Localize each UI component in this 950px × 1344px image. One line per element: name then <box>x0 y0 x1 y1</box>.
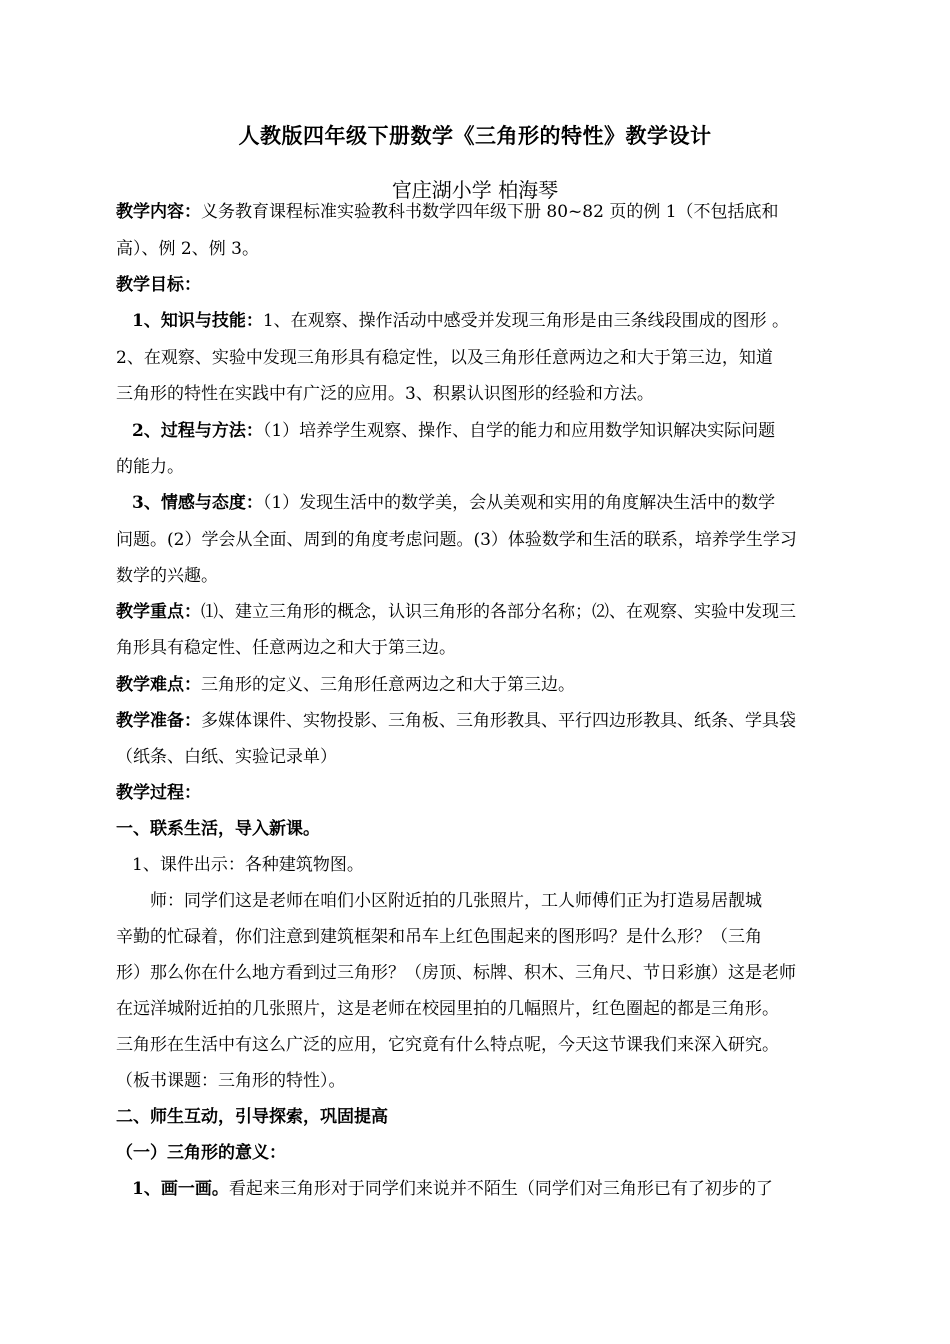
goal-3-text: （1）发现生活中的数学美，会从美观和实用的角度解决生活中的数学 <box>262 493 776 513</box>
goal-1-text: 1、在观察、操作活动中感受并发现三角形是由三条线段围成的图形 。 <box>262 311 790 331</box>
section-1-para-line-6: （板书课题：三角形的特性）。 <box>116 1071 346 1091</box>
document-title: 人教版四年级下册数学《三角形的特性》教学设计 <box>238 123 712 148</box>
content-line-1 <box>116 200 846 224</box>
section-1-para-line-1: 师：同学们这是老师在咱们小区附近拍的几张照片，工人师傅们正为打造易居靓城 <box>150 891 762 911</box>
section-1-heading: 一、联系生活，导入新课。 <box>116 819 320 839</box>
section-1-para-line-3: 形）那么你在什么地方看到过三角形？（房顶、标牌、积木、三角尺、节日彩旗）这是老师 <box>116 963 796 983</box>
key-points-line-2: 角形具有稳定性、任意两边之和大于第三边。 <box>116 638 456 658</box>
section-1-para-line-4: 在远洋城附近拍的几张照片，这是老师在校园里拍的几幅照片，红色圈起的都是三角形。 <box>116 999 779 1019</box>
prep-label: 教学准备： <box>116 711 201 731</box>
difficulty-text: 三角形的定义、三角形任意两边之和大于第三边。 <box>201 675 575 695</box>
difficulty-label: 教学难点： <box>116 675 201 695</box>
goal-3-line-3: 数学的兴趣。 <box>116 566 218 586</box>
goal-2-line-2: 的能力。 <box>116 457 184 477</box>
key-points-text: ⑴、建立三角形的概念，认识三角形的各部分名称；⑵、在观察、实验中发现三 <box>201 602 796 622</box>
section-2-item-label: 1、画一画。 <box>132 1179 229 1199</box>
goal-3-line-2: 问题。(2）学会从全面、周到的角度考虑问题。(3）体验数学和生活的联系，培养学生学习 <box>116 530 797 550</box>
goal-1-label: 1、知识与技能： <box>132 311 263 331</box>
section-1-para-line-5: 三角形在生活中有这么广泛的应用，它究竟有什么特点呢，今天这节课我们来深入研究。 <box>116 1035 779 1055</box>
process-heading: 教学过程： <box>116 783 201 803</box>
key-points-line-1 <box>116 600 846 624</box>
content-text: 义务教育课程标准实验教科书数学四年级下册 80~82 页的例 1（不包括底和 <box>201 202 779 222</box>
goal-3-line-1 <box>132 491 862 515</box>
goal-1-line-3: 三角形的特性在实践中有广泛的应用。3、积累认识图形的经验和方法。 <box>116 384 654 404</box>
content-line-2: 高）、例 2、例 3。 <box>116 239 259 259</box>
section-1-item: 1、课件出示：各种建筑物图。 <box>132 855 364 875</box>
prep-line-2: （纸条、白纸、实验记录单） <box>116 747 337 767</box>
prep-line-1 <box>116 709 846 733</box>
section-2-heading: 二、师生互动，引导探索，巩固提高 <box>116 1107 388 1127</box>
key-points-label: 教学重点： <box>116 602 201 622</box>
goal-2-text: （1）培养学生观察、操作、自学的能力和应用数学知识解决实际问题 <box>262 421 776 441</box>
section-2-subheading: （一）三角形的意义： <box>116 1143 286 1163</box>
goals-heading: 教学目标： <box>116 275 201 295</box>
content-label: 教学内容： <box>116 202 201 222</box>
goal-1-line-1 <box>132 309 862 333</box>
section-1-para-line-2: 辛勤的忙碌着，你们注意到建筑框架和吊车上红色围起来的图形吗？是什么形？（三角 <box>116 927 762 947</box>
section-2-item-text: 看起来三角形对于同学们来说并不陌生（同学们对三角形已有了初步的了 <box>228 1179 773 1199</box>
difficulty-line <box>116 673 846 697</box>
goal-2-line-1 <box>132 419 862 443</box>
goal-2-label: 2、过程与方法： <box>132 421 263 441</box>
goal-3-label: 3、情感与态度： <box>132 493 263 513</box>
prep-text: 多媒体课件、实物投影、三角板、三角形教具、平行四边形教具、纸条、学具袋 <box>201 711 796 731</box>
author-line: 官庄湖小学 柏海琴 <box>391 178 559 202</box>
section-2-item-line <box>132 1177 862 1201</box>
goal-1-line-2: 2、在观察、实验中发现三角形具有稳定性，以及三角形任意两边之和大于第三边，知道 <box>116 348 773 368</box>
